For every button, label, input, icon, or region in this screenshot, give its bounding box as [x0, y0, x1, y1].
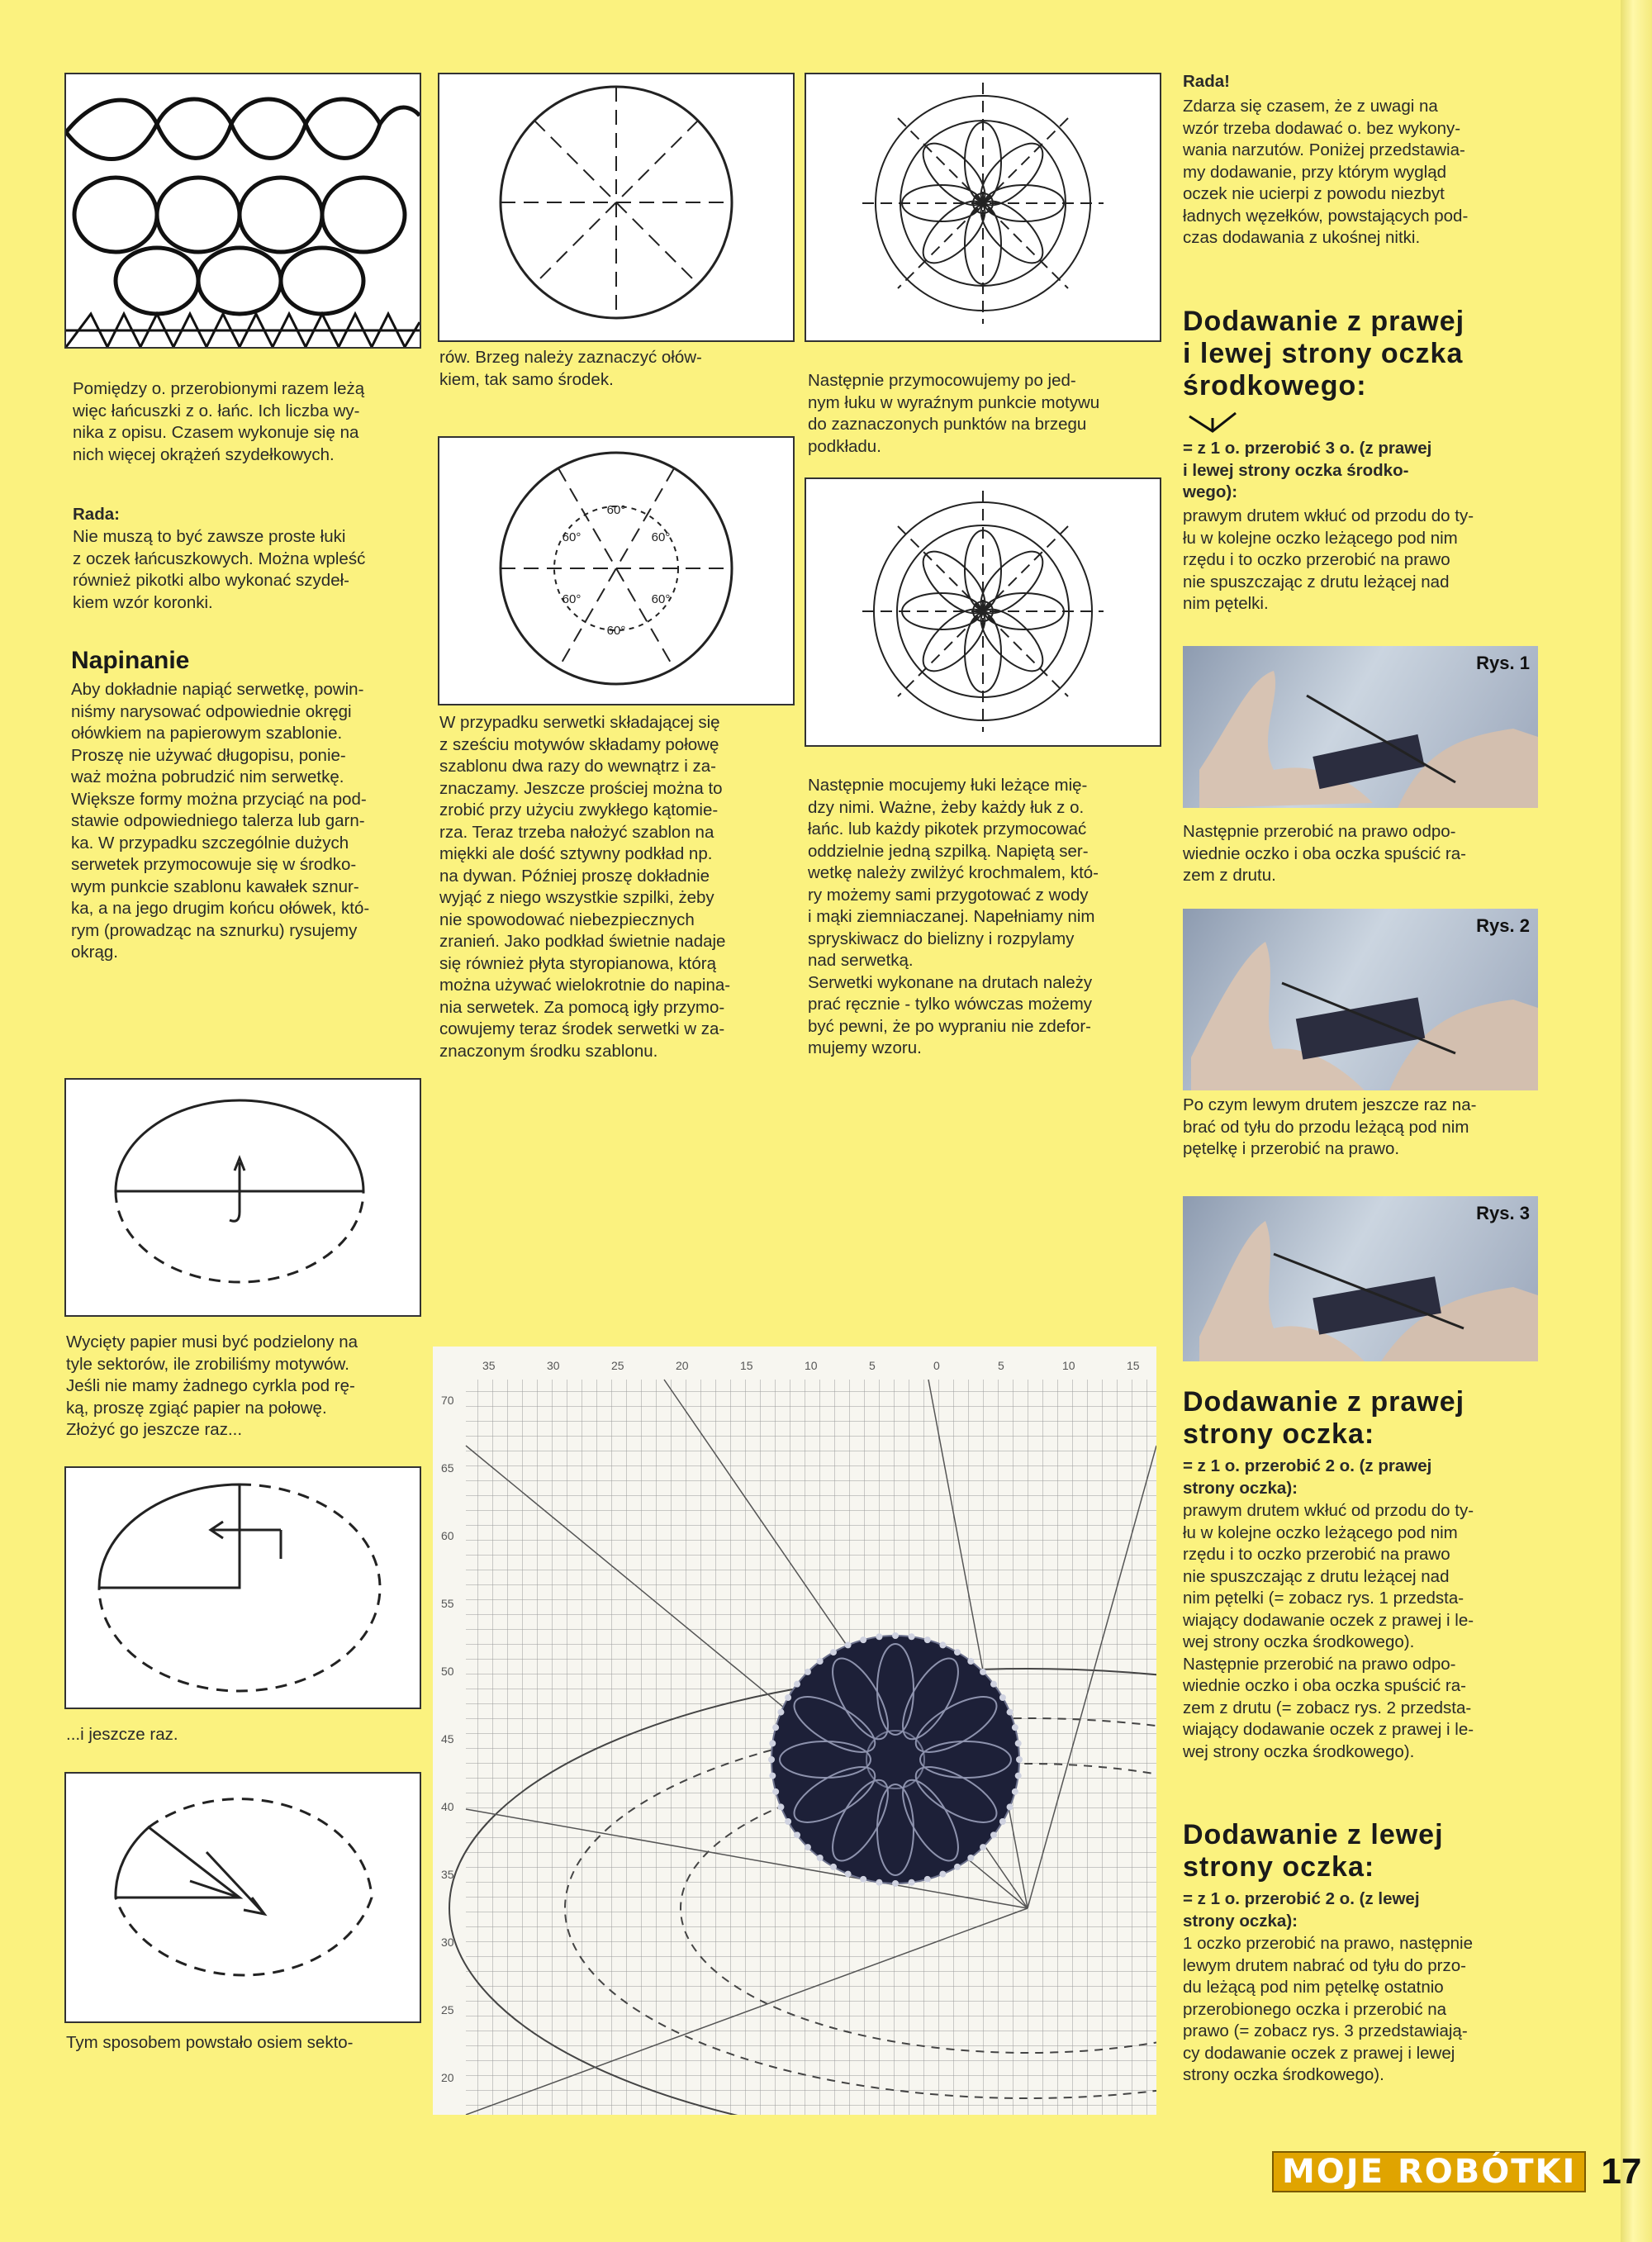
folded-circle-drawing [66, 1080, 420, 1315]
grid-template-drawing [433, 1347, 1156, 2115]
doily-picot [845, 1871, 852, 1878]
rys3-photo [1183, 1196, 1538, 1361]
doily-picot [860, 1876, 866, 1883]
doily-picot [967, 1658, 974, 1665]
angle-label: 60° [562, 592, 582, 606]
grid-left-label: 50 [441, 1665, 454, 1678]
doily-picot [817, 1658, 824, 1665]
doily-picot [794, 1831, 800, 1838]
formula-left-side: = z 1 o. przerobić 2 o. (z lewej strony oczka): [1183, 1889, 1420, 1931]
grid-top-label: 35 [482, 1359, 496, 1372]
grid-top-label: 10 [805, 1359, 818, 1372]
doily-picot [1012, 1724, 1018, 1731]
doily-picot [892, 1632, 899, 1639]
doily-picot [1016, 1756, 1023, 1763]
doily-picot [777, 1803, 784, 1810]
lace-motif-arcs-drawing [806, 74, 1160, 340]
doily-picot [1012, 1788, 1018, 1795]
grid-top-label: 30 [547, 1359, 560, 1372]
col2-paragraph-1: rów. Brzeg należy zaznaczyć ołów- kiem, tak samo środek. [439, 348, 702, 389]
col1-paragraph: Pomiędzy o. przerobionymi razem leżą więc łańcuszki z o. łańc. Ich liczba wy- nika z opisu. Czasem wykonuje się na nich więcej okrążeń szydełkowych. [73, 379, 365, 464]
doily-picot [999, 1694, 1006, 1701]
crochet-chain-illustration [64, 73, 421, 349]
angle-label: 60° [606, 624, 626, 638]
grid-top-label: 15 [740, 1359, 753, 1372]
section-heading-both-sides: Dodawanie z prawej i lewej strony oczka środkowego: [1183, 306, 1465, 401]
rys2-caption: Po czym lewym drutem jeszcze raz na- brać od tyłu do przodu leżącą pod nim pętelkę i przerobić na prawo. [1183, 1095, 1477, 1158]
doily-picot [980, 1844, 986, 1850]
rada-box-text: Zdarza się czasem, że z uwagi na wzór trzeba dodawać o. bez wykony- wania narzutów. Poniżej przedstawia- my dodawanie, przy którym wygląd oczek nie ucierpi z powodu niezbyt ładnych węzełków, powstających pod- czas dodawania z ukośnej nitki. [1183, 97, 1469, 247]
doily-picot [909, 1633, 915, 1640]
doily-picot [939, 1871, 946, 1878]
eighth-fold-drawing [66, 1774, 420, 2021]
page-number: 17 [1601, 2151, 1642, 2192]
grid-top-label: 25 [611, 1359, 624, 1372]
doily-picot [892, 1880, 899, 1887]
doily-picot [909, 1879, 915, 1886]
angle-label: 60° [651, 592, 671, 606]
angle-label: 60° [562, 530, 582, 544]
napinanie-text: Aby dokładnie napiąć serwetkę, powin- niśmy narysować odpowiednie okręgi ołówkiem na papierowym szablonie. Proszę nie używać długopisu, ponie- waż można pobrudzić nim serwetkę. Większe formy można przyciąć na pod- stawie odpowiedniego talerza lub garn- ka. W przypadku szczególnie dużych serwetek przymocowuje się w środko- wym punkcie szablonu kawałek sznur- ka, a na jego drugim końcu ołówek, któ- rym (prowadząc na sznurku) rysujemy okrąg. [71, 680, 370, 962]
formula-both-sides: = z 1 o. przerobić 3 o. (z prawej i lewej strony oczka środko- wego): [1183, 439, 1432, 501]
doily-picot [845, 1641, 852, 1648]
instructions-both-sides: prawym drutem wkłuć od przodu do ty- łu w kolejne oczko leżącego pod nim rzędu i to oczko przerobić na prawo nie spuszczając z drutu leżącej nad nim pętelki. [1183, 506, 1474, 613]
six-sector-circle-drawing [439, 438, 793, 704]
doily-picot [785, 1694, 791, 1701]
quarter-circle-diagram [64, 1466, 421, 1709]
rada-heading: Rada: [73, 505, 120, 524]
circle-template-diagram [438, 73, 795, 342]
doily-picot [830, 1864, 837, 1870]
rada-text: Nie muszą to być zawsze proste łuki z oczek łańcuszkowych. Można wpleść również pikotki albo wykonać szydeł- kiem wzór koronki. [73, 527, 366, 612]
rys2-label: Rys. 2 [1476, 915, 1530, 936]
rys1-label: Rys. 1 [1476, 653, 1530, 673]
doily-picot [777, 1709, 784, 1716]
grid-left-label: 40 [441, 1800, 454, 1813]
grid-left-label: 70 [441, 1394, 454, 1407]
grid-left-label: 30 [441, 1936, 454, 1949]
grid-left-label: 35 [441, 1868, 454, 1881]
doily-picot [817, 1855, 824, 1861]
motif-fully-pinned-diagram [805, 477, 1161, 747]
doily-picot [769, 1773, 776, 1779]
rada-box-heading: Rada! [1183, 72, 1230, 91]
page-edge [1621, 0, 1652, 2242]
section-heading-left-side: Dodawanie z lewej strony oczka: [1183, 1819, 1444, 1883]
doily-picot [876, 1879, 882, 1886]
rys3-label: Rys. 3 [1476, 1203, 1530, 1223]
angle-label: 60° [651, 530, 671, 544]
section-heading-right-side: Dodawanie z prawej strony oczka: [1183, 1386, 1465, 1450]
crochet-loops-drawing [66, 74, 420, 347]
col3-paragraph-1: Następnie przymocowujemy po jed- nym łuku w wyraźnym punkcie motywu do zaznaczonych punktów na brzegu podkładu. [808, 371, 1100, 456]
eighth-circle-diagram [64, 1772, 421, 2023]
doily-picot [768, 1756, 775, 1763]
col3-paragraph-2: Następnie mocujemy łuki leżące mię- dzy nimi. Ważne, żeby każdy łuk z o. łańc. lub każdy pikotek przymocować oddzielnie jedną szpilką. Napiętą ser- wetkę należy zwilżyć krochmalem, któ- ry możemy sami przygotować z wody i mąki ziemniaczanej. Napełniamy nim spryskiwacz do bielizny i rozpylamy nad serwetką. Serwetki wykonane na drutach należy prać ręcznie - tylko wówczas możemy być pewni, że po wypraniu nie zdefor- mujemy wzoru. [808, 776, 1099, 1057]
circle-eight-sectors-drawing [439, 74, 793, 340]
page-footer [1272, 2151, 1641, 2192]
doily-picot [860, 1636, 866, 1643]
doily-picot [999, 1818, 1006, 1825]
protractor-template-diagram [438, 436, 795, 705]
grid-top-label: 5 [869, 1359, 876, 1372]
grid-left-label: 55 [441, 1597, 454, 1610]
grid-top-label: 20 [676, 1359, 689, 1372]
instructions-left-side: 1 oczko przerobić na prawo, następnie lewym drutem nabrać od tyłu do przo- du leżącą pod nim pętelkę ostatnio przerobionego oczka i przerobić na prawo (= zobacz rys. 3 przedstawiają- cy dodawanie oczek z prawej i lewej strony oczka środkowego). [1183, 1934, 1473, 2084]
grid-top-label: 5 [998, 1359, 1004, 1372]
grid-top-label: 15 [1127, 1359, 1140, 1372]
pinning-grid-photo [433, 1347, 1156, 2115]
doily-image [768, 1632, 1023, 1887]
rys1-photo [1183, 646, 1538, 808]
rys1-caption: Następnie przerobić na prawo odpo- wiednie oczko i oba oczka spuścić ra- zem z drutu. [1183, 822, 1466, 885]
doily-picot [990, 1681, 997, 1688]
doily-picot [990, 1831, 997, 1838]
grid-left-label: 65 [441, 1461, 454, 1475]
grid-top-label: 0 [933, 1359, 940, 1372]
doily-picot [924, 1876, 931, 1883]
doily-picot [939, 1641, 946, 1648]
doily-picot [805, 1844, 811, 1850]
half-circle-diagram [64, 1078, 421, 1317]
doily-picot [954, 1864, 961, 1870]
magazine-logo: MOJE ROBÓTKI [1272, 2151, 1586, 2192]
doily-picot [1015, 1773, 1022, 1779]
quarter-fold-drawing [66, 1468, 420, 1708]
grid-top-label: 10 [1062, 1359, 1075, 1372]
doily-picot [772, 1788, 779, 1795]
doily-picot [1007, 1803, 1014, 1810]
doily-picot [794, 1681, 800, 1688]
formula-right-side: = z 1 o. przerobić 2 o. (z prawej strony oczka): [1183, 1456, 1432, 1498]
grid-left-label: 60 [441, 1529, 454, 1542]
doily-picot [980, 1669, 986, 1675]
instructions-right-side: prawym drutem wkłuć od przodu do ty- łu w kolejne oczko leżącego pod nim rzędu i to oczko przerobić na prawo nie spuszczając z drutu leżącej nad nim pętelki (= zobacz rys. 1 przedsta- wiający dodawanie oczek z prawej i le- wej strony oczka środkowego). Następnie przerobić na prawo odpo- wiednie oczko i oba oczka spuścić ra- zem z drutu (= zobacz rys. 2 przedsta- wiający dodawanie oczek z prawej i le- wej strony oczka środkowego). [1183, 1501, 1474, 1761]
doily-picot [924, 1636, 931, 1643]
caption-eight-sectors: Tym sposobem powstało osiem sekto- [66, 2033, 354, 2052]
increase-symbol-icon [1186, 410, 1239, 435]
doily-picot [954, 1649, 961, 1655]
doily-picot [785, 1818, 791, 1825]
motif-pinned-diagram [805, 73, 1161, 342]
grid-left-label: 45 [441, 1732, 454, 1746]
doily-picot [876, 1633, 882, 1640]
napinanie-heading: Napinanie [71, 647, 190, 674]
grid-left-label: 20 [441, 2071, 454, 2084]
rys2-photo [1183, 909, 1538, 1090]
doily-picot [769, 1740, 776, 1746]
doily-picot [805, 1669, 811, 1675]
grid-left-label: 25 [441, 2003, 454, 2016]
doily-picot [772, 1724, 779, 1731]
doily-picot [967, 1855, 974, 1861]
caption-again: ...i jeszcze raz. [66, 1725, 178, 1744]
angle-label: 60° [606, 503, 626, 517]
col2-paragraph-2: W przypadku serwetki składającej się z sześciu motywów składamy połowę szablonu dwa razy do wewnątrz i za- znaczamy. Jeszcze prościej można to zrobić przy użyciu zwykłego kątomie- rza. Teraz trzeba nałożyć szablon na miękki ale dość sztywny podkład np. na dywan. Później proszę dokładnie wyjąć z niego wszystkie szpilki, żeby nie spowodować niebezpiecznych zranień. Jako podkład świetnie nadaje się również płyta styropianowa, którą można używać wielokrotnie do napina- nia serwetek. Za pomocą igły przymo- cowujemy teraz środek serwetki w za- znaczonym środku szablonu. [439, 713, 731, 1061]
doily-picot [1007, 1709, 1014, 1716]
lace-motif-all-arcs-drawing [806, 479, 1160, 745]
caption-fold-paper: Wycięty papier musi być podzielony na tyle sektorów, ile zrobiliśmy motywów. Jeśli nie mamy żadnego cyrkla pod rę- ką, proszę zgiąć papier na połowę. Złożyć go jeszcze raz... [66, 1332, 358, 1439]
doily-picot [1015, 1740, 1022, 1746]
doily-picot [830, 1649, 837, 1655]
